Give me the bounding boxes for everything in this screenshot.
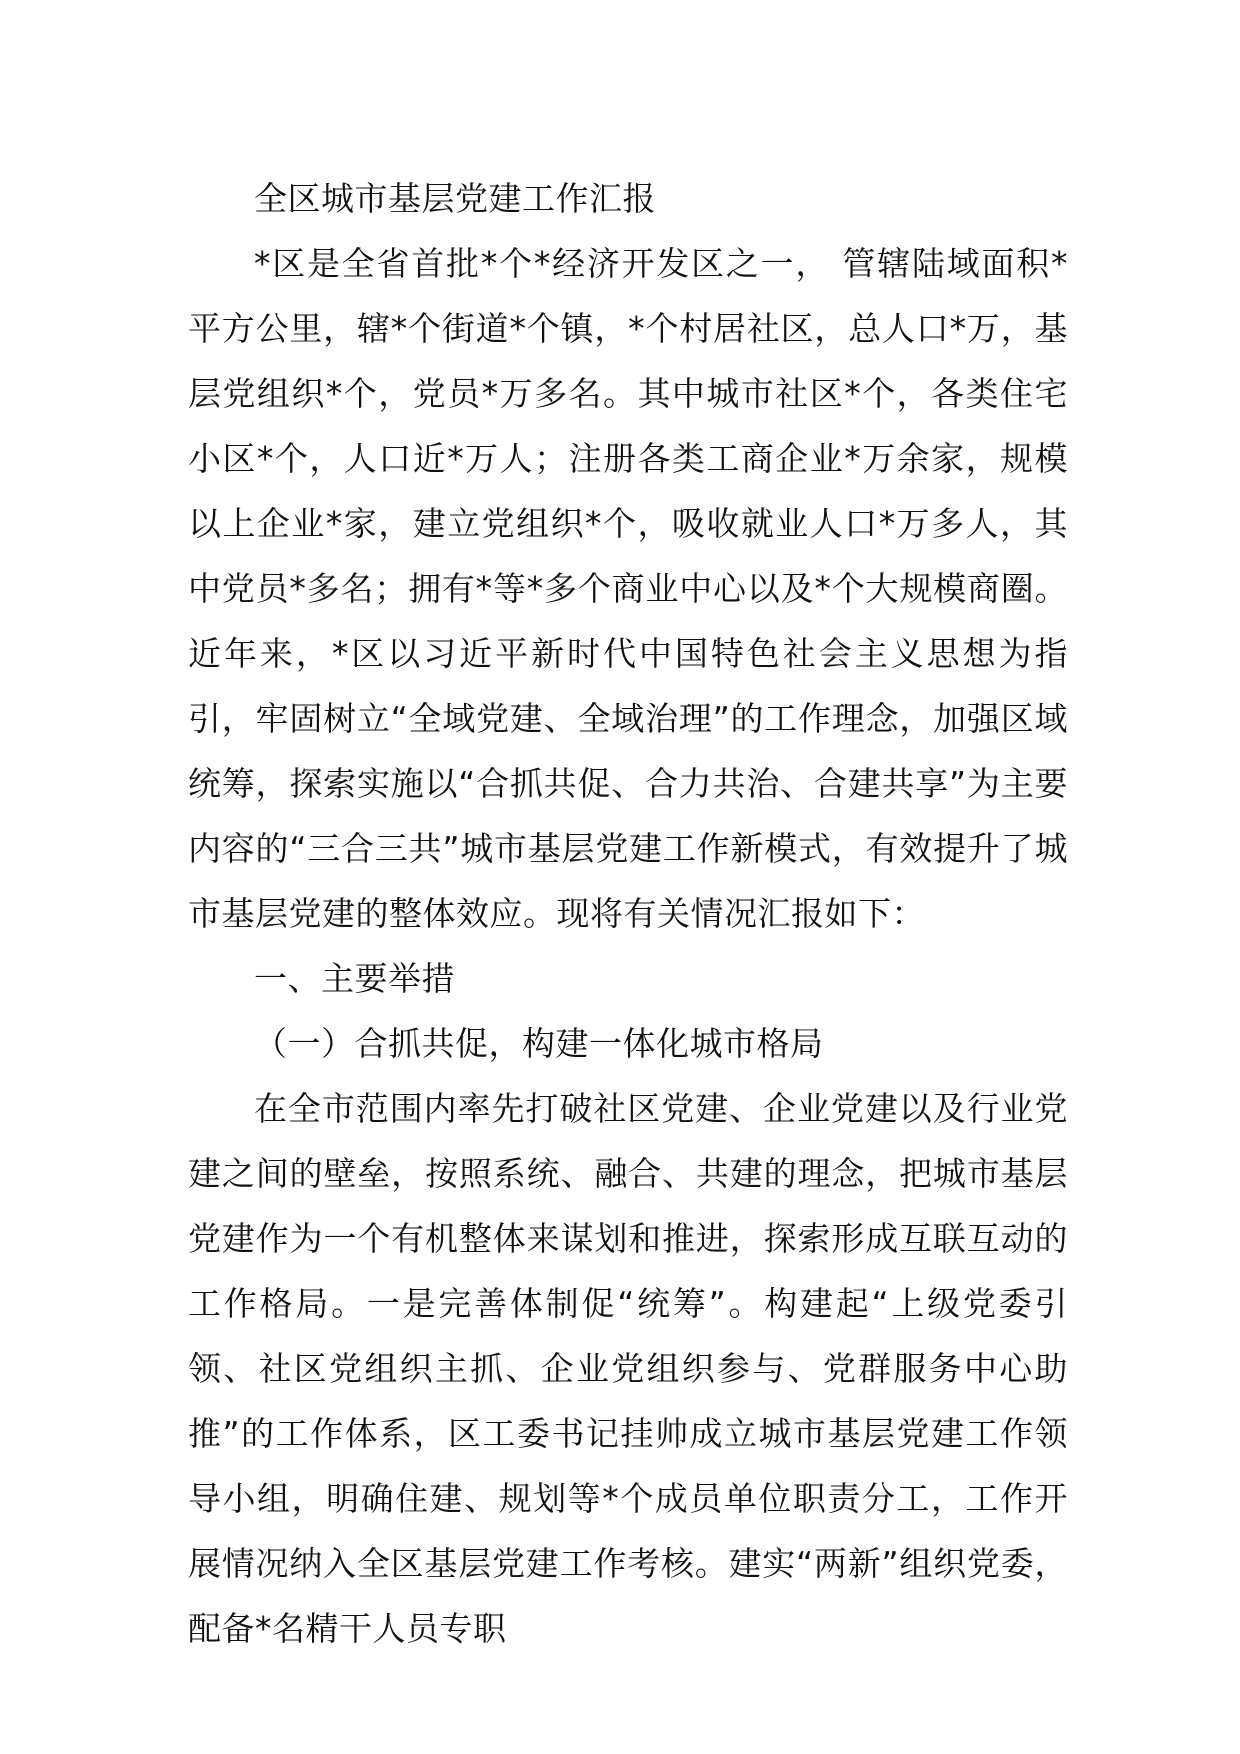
intro-paragraph: *区是全省首批*个*经济开发区之一， 管辖陆域面积*平方公里，辖*个街道*个镇，*个村居社区，总人口*万，基层党组织*个，党员*万多名。其中城市社区*个，各类住宅小区*个，人口近*万人；注册各类工商企业*万余家，规模以上企业*家，建立党组织*个，吸收就业人口*万多人，其中党员*多名；拥有*等*多个商业中心以及*个大规模商圈。近年来，*区以习近平新时代中国特色社会主义思想为指引，牢固树立“全域党建、全域治理”的工作理念，加强区域统筹，探索实施以“合抓共促、合力共治、合建共享”为主要内容的“三合三共”城市基层党建工作新模式，有效提升了城市基层党建的整体效应。现将有关情况汇报如下： bbox=[188, 244, 1068, 933]
document-title: 全区城市基层党建工作汇报 bbox=[254, 179, 656, 218]
section-heading-main-measures: 一、主要举措 bbox=[254, 959, 455, 998]
document-body bbox=[188, 166, 1068, 1661]
subsection-1-paragraph: 在全市范围内率先打破社区党建、企业党建以及行业党建之间的壁垒，按照系统、融合、共建的理念，把城市基层党建作为一个有机整体来谋划和推进，探索形成互联互动的工作格局。一是完善体制促“统筹”。构建起“上级党委引领、社区党组织主抓、企业党组织参与、党群服务中心助推”的工作体系，区工委书记挂帅成立城市基层党建工作领导小组，明确住建、规划等*个成员单位职责分工，工作开展情况纳入全区基层党建工作考核。建实“两新”组织党委，配备*名精干人员专职 bbox=[188, 1089, 1068, 1648]
subsection-heading-1: （一）合抓共促，构建一体化城市格局 bbox=[254, 1024, 824, 1063]
